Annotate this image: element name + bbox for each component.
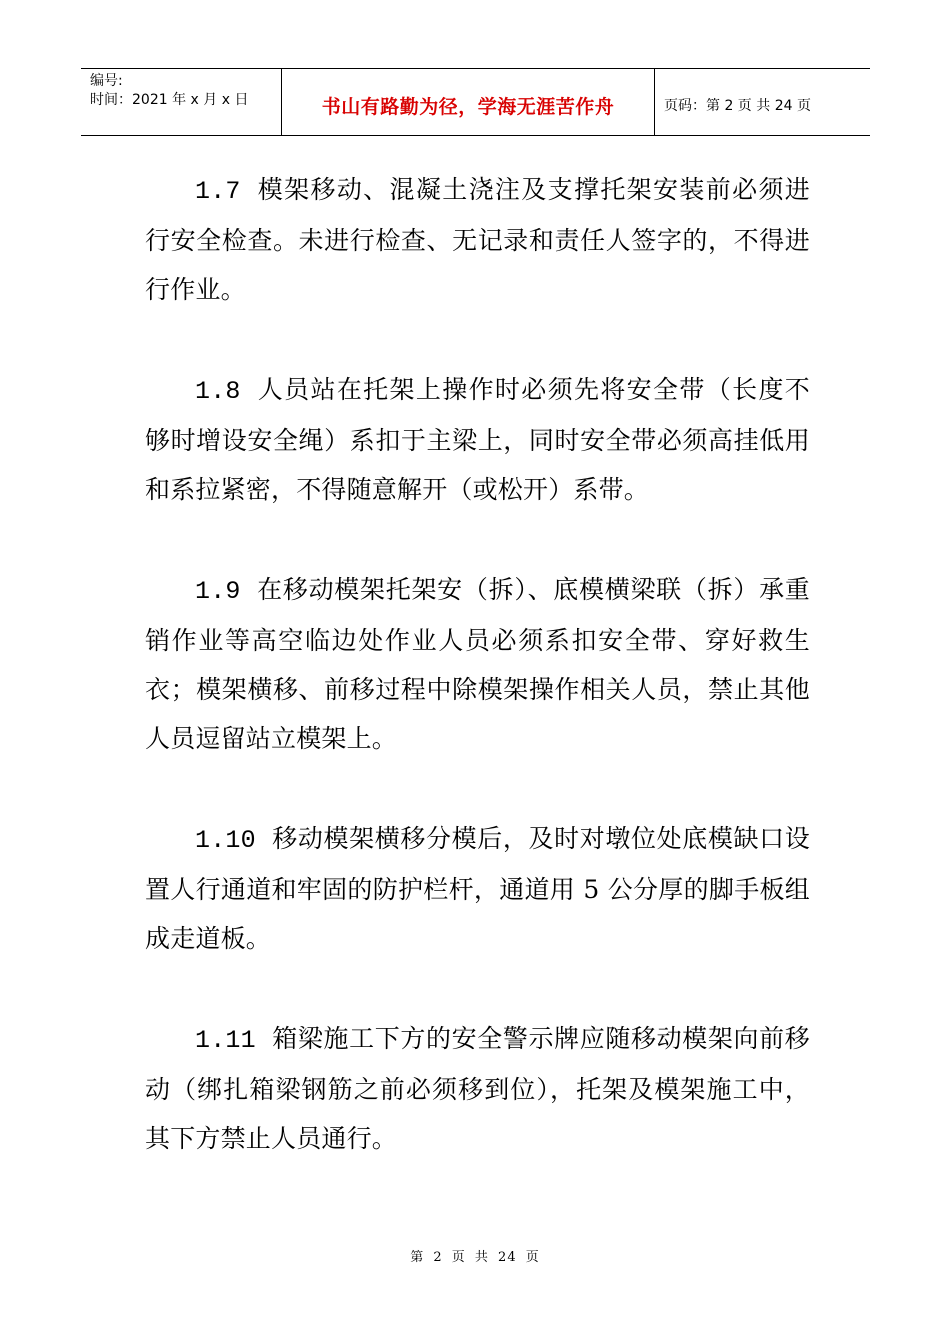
- clause-number: 1.9: [195, 577, 241, 606]
- paragraph-1-10: [145, 814, 810, 963]
- clause-number: 1.10: [195, 826, 256, 855]
- page-code-label: 页码：第 2 页 共 24 页: [664, 98, 811, 114]
- paragraph-1-8: [145, 365, 810, 514]
- motto-text: 书山有路勤为径，学海无涯苦作舟: [321, 95, 615, 118]
- paragraph-1-11: [145, 1014, 810, 1163]
- paragraph-1-9: [145, 565, 810, 763]
- header-motto-cell: [282, 69, 655, 135]
- clause-text: 人员站在托架上操作时必须先将安全带（长度不够时增设安全绳）系扣于主梁上，同时安全带必须高挂低用和系拉紧密，不得随意解开（或松开）系带。: [145, 375, 810, 504]
- clause-text: 在移动模架托架安（拆）、底模横梁联（拆）承重销作业等高空临边处作业人员必须系扣安全带、穿好救生衣；模架横移、前移过程中除模架操作相关人员，禁止其他人员逗留站立模架上。: [145, 575, 810, 753]
- header-info-cell: [81, 69, 282, 135]
- page-footer: 第 2 页 共 24 页: [410, 1250, 540, 1265]
- clause-text: 移动模架横移分模后，及时对墩位处底模缺口设置人行通道和牢固的防护栏杆，通道用 5 公分厚的脚手板组成走道板。: [145, 824, 810, 953]
- clause-number: 1.7: [195, 177, 241, 206]
- header-page-cell: [655, 69, 870, 135]
- document-number-label: 编号:: [90, 73, 123, 89]
- paragraph-1-7: [145, 165, 810, 314]
- document-time-label: 时间：2021 年 x 月 x 日: [90, 92, 249, 108]
- clause-number: 1.11: [195, 1026, 256, 1055]
- clause-text: 模架移动、混凝土浇注及支撑托架安装前必须进行安全检查。未进行检查、无记录和责任人签字的，不得进行作业。: [145, 175, 810, 304]
- document-body: [145, 165, 810, 1214]
- clause-number: 1.8: [195, 377, 241, 406]
- clause-text: 箱梁施工下方的安全警示牌应随移动模架向前移动（绑扎箱梁钢筋之前必须移到位），托架及模架施工中，其下方禁止人员通行。: [145, 1024, 810, 1153]
- document-header: [81, 68, 870, 136]
